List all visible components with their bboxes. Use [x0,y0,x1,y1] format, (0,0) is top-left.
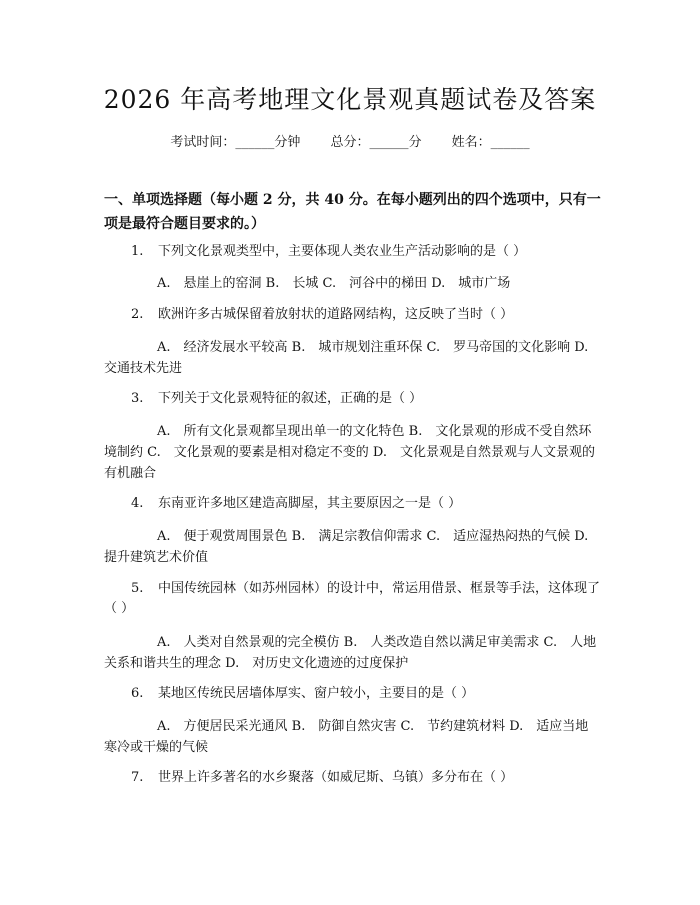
exam-score: 总分：______分 [330,135,422,150]
question-text: 下列文化景观类型中，主要体现人类农业生产活动影响的是（ ） [158,244,527,259]
question-options: A. 悬崖上的窑洞 B. 长城 C. 河谷中的梯田 D. 城市广场 [157,276,511,291]
question-number: 3. [131,391,144,406]
question-options: A. 人类对自然景观的完全模仿 B. 人类改造自然以满足审美需求 C. 人地关系和谐共生的理念 D. 对历史文化遗迹的过度保护 [104,635,597,671]
exam-meta [0,131,700,150]
exam-name: 姓名：______ [451,135,530,150]
question-number: 5. [131,581,144,596]
question-options: A. 方便居民采光通风 B. 防御自然灾害 C. 节约建筑材料 D. 适应当地寒冷或干燥的气候 [104,719,589,755]
question-text: 下列关于文化景观特征的叙述，正确的是（ ） [158,391,423,406]
question-stem [131,768,601,788]
question-text: 某地区传统民居墙体厚实、窗户较小，主要目的是（ ） [158,686,475,701]
question-text: 欧洲许多古城保留着放射状的道路网结构，这反映了当时（ ） [158,307,514,322]
question-stem [131,242,601,262]
question-number: 1. [131,244,144,259]
question-number: 2. [131,307,144,322]
question-options: A. 便于观赏周围景色 B. 满足宗教信仰需求 C. 适应湿热闷热的气候 D. 提升建筑艺术价值 [104,529,602,565]
question-stem [131,389,601,409]
question-stem [131,684,601,704]
question-number: 4. [131,496,144,511]
question-number: 7. [131,770,144,785]
question-options: A. 所有文化景观都呈现出单一的文化特色 B. 文化景观的形成不受自然环境制约 C. 文化景观的要素是相对稳定不变的 D. 文化景观是自然景观与人文景观的有机融合 [104,424,595,481]
section-heading: 一、单项选择题（每小题 2 分，共 40 分。在每小题列出的四个选项中，只有一项是最符合题目要求的。） [104,192,601,232]
question-stem [104,579,601,619]
question-text: 世界上许多著名的水乡聚落（如威尼斯、乌镇）多分布在（ ） [158,770,514,785]
exam-time: 考试时间：______分钟 [170,135,301,150]
question-number: 6. [131,686,144,701]
question-text: 中国传统园林（如苏州园林）的设计中，常运用借景、框景等手法，这体现了（ ） [104,581,601,616]
question-stem [131,494,601,514]
question-stem [131,305,601,325]
page-title: 2026 年高考地理文化景观真题试卷及答案 [103,85,597,114]
question-options: A. 经济发展水平较高 B. 城市规划注重环保 C. 罗马帝国的文化影响 D. 交通技术先进 [104,340,602,376]
question-text: 东南亚许多地区建造高脚屋，其主要原因之一是（ ） [158,496,462,511]
